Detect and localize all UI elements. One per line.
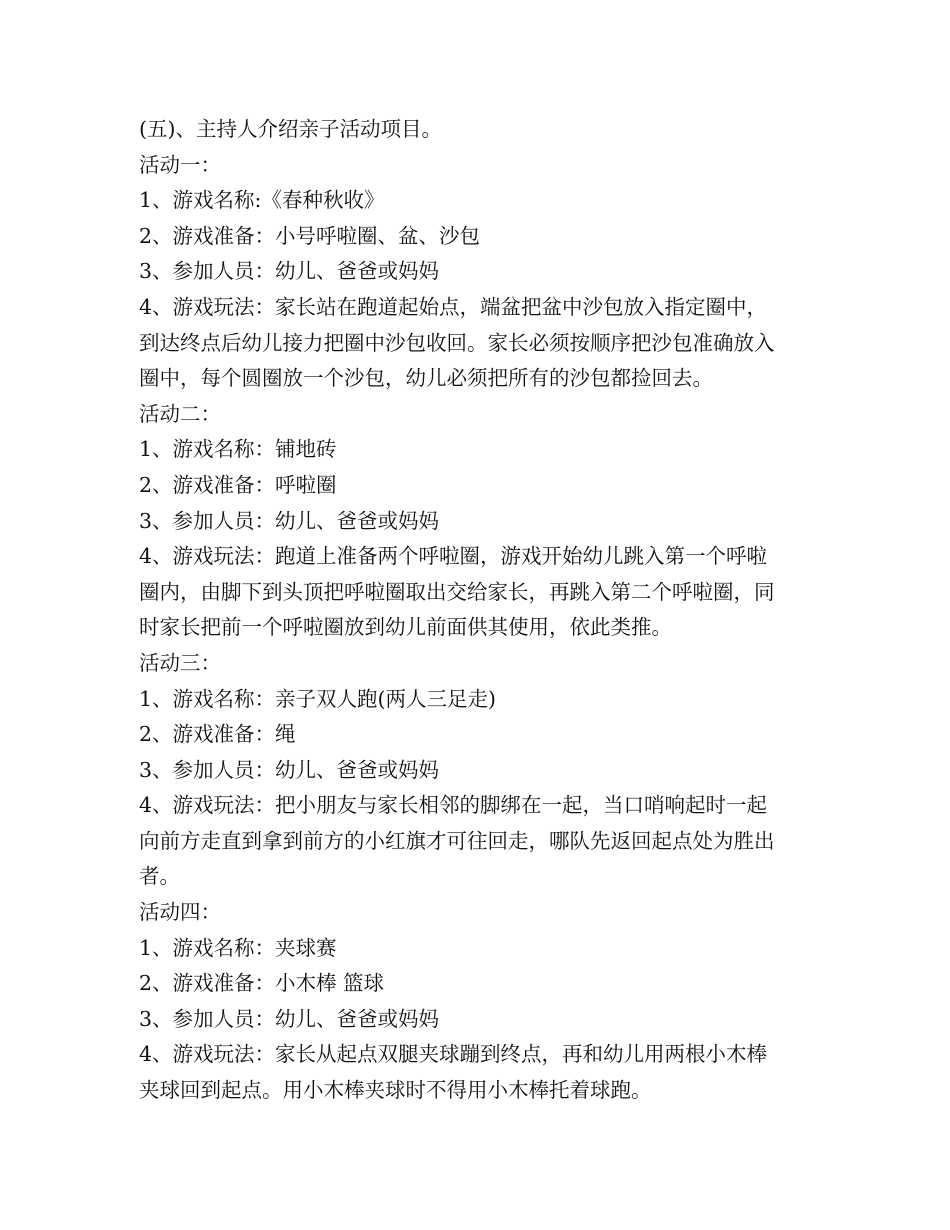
activity-2-rules-line-1: 4、游戏玩法：跑道上准备两个呼啦圈，游戏开始幼儿跳入第一个呼啦 [139,544,768,569]
activity-4-rules-line-2: 夹球回到起点。用小木棒夹球时不得用小木棒托着球跑。 [139,1078,652,1103]
activity-1-rules-line-3: 圈中，每个圆圈放一个沙包，幼儿必须把所有的沙包都捡回去。 [139,366,713,391]
activity-2-title: 活动二： [139,401,221,426]
activity-1-preparation: 2、游戏准备：小号呼啦圈、盆、沙包 [139,223,481,248]
activity-2-rules-line-2: 圈内，由脚下到头顶把呼啦圈取出交给家长，再跳入第二个呼啦圈，同 [139,579,775,604]
activity-3-title: 活动三： [139,650,221,675]
activity-3-rules-line-3: 者。 [139,864,180,889]
activity-4-preparation: 2、游戏准备：小木棒 篮球 [139,971,385,996]
activity-3-rules-line-1: 4、游戏玩法：把小朋友与家长相邻的脚绑在一起，当口哨响起时一起 [139,793,768,818]
activity-1-rules-line-2: 到达终点后幼儿接力把圈中沙包收回。家长必须按顺序把沙包准确放入 [139,330,775,355]
activity-1-rules-line-1: 4、游戏玩法：家长站在跑道起始点，端盆把盆中沙包放入指定圈中， [139,294,768,319]
activity-3-rules-line-2: 向前方走直到拿到前方的小红旗才可往回走，哪队先返回起点处为胜出 [139,828,775,853]
activity-3-participants: 3、参加人员：幼儿、爸爸或妈妈 [139,757,440,782]
activity-4-title: 活动四： [139,900,221,925]
activity-4-rules-line-1: 4、游戏玩法：家长从起点双腿夹球蹦到终点，再和幼儿用两根小木棒 [139,1042,768,1067]
document-body [139,112,819,1109]
activity-1-title: 活动一： [139,152,221,177]
activity-3-game-name: 1、游戏名称：亲子双人跑(两人三足走) [139,686,497,711]
activity-1-game-name: 1、游戏名称:《春种秋收》 [139,188,385,213]
activity-4-game-name: 1、游戏名称：夹球赛 [139,935,337,960]
activity-2-participants: 3、参加人员：幼儿、爸爸或妈妈 [139,508,440,533]
activity-4-participants: 3、参加人员：幼儿、爸爸或妈妈 [139,1006,440,1031]
section-heading: (五)、主持人介绍亲子活动项目。 [139,117,442,141]
activity-2-game-name: 1、游戏名称：铺地砖 [139,437,337,462]
activity-1-participants: 3、参加人员：幼儿、爸爸或妈妈 [139,259,440,284]
activity-3-preparation: 2、游戏准备：绳 [139,722,296,747]
activity-2-rules-line-3: 时家长把前一个呼啦圈放到幼儿前面供其使用，依此类推。 [139,615,672,640]
activity-2-preparation: 2、游戏准备：呼啦圈 [139,472,337,497]
